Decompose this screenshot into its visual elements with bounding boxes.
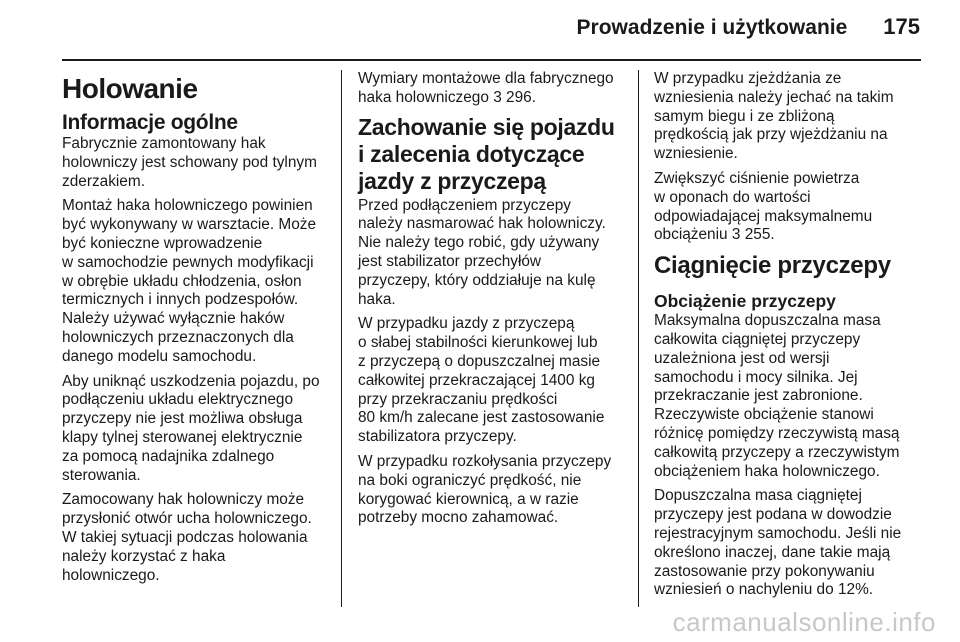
text-line: należy korzystać z haka (62, 547, 226, 565)
text-line: Zamocowany hak holowniczy może (62, 491, 305, 509)
paragraph (62, 491, 337, 585)
text-line: haka. (358, 290, 396, 308)
paragraph (62, 197, 337, 366)
paragraph (358, 70, 633, 108)
text-line: potrzeby mocno zahamować. (358, 509, 559, 527)
text-line: obciążeniem haka holowniczego. (654, 462, 880, 480)
paragraph (654, 487, 929, 600)
text-line: Należy używać wyłącznie haków (62, 310, 285, 328)
text-line: rejestracyjnym samochodu. Jeśli nie (654, 524, 902, 542)
column-1 (62, 70, 337, 591)
page-reference-link[interactable]: 3 296. (493, 88, 536, 106)
column-2 (358, 70, 633, 534)
text-line: przyczepy jest podana w dowodzie (654, 506, 892, 524)
section-heading-behaviour (358, 114, 633, 195)
text-line: określono inaczej, dane takie mają (654, 543, 891, 561)
text-line: holowniczego. (62, 566, 160, 584)
text-line: holowniczych przeznaczonych dla (62, 328, 294, 346)
text-line: Montaż haka holowniczego powinien (62, 197, 313, 215)
text-line: jest stabilizator przechyłów (358, 252, 542, 270)
text-line: w obrębie układu chłodzenia, osłon (62, 272, 302, 290)
text-line: z przyczepą o dopuszczalnej masie (358, 352, 601, 370)
paragraph (654, 70, 929, 164)
paragraph (358, 197, 633, 310)
paragraph (358, 453, 633, 528)
text-line: podłączeniu układu elektrycznego (62, 391, 294, 409)
text-line: haka holowniczego (358, 88, 494, 106)
subsection-heading-load: Obciążenie przyczepy (654, 291, 836, 312)
text-line: należy nasmarować hak holowniczy. (358, 215, 606, 233)
text-line: zastosowanie przy pokonywaniu (654, 562, 875, 580)
page-number: 175 (883, 14, 920, 39)
text-line: danego modelu samochodu. (62, 347, 257, 365)
text-line: W przypadku jazdy z przyczepą (358, 315, 575, 333)
text-line: wzniesienia należy jechać na takim (654, 88, 894, 106)
column-divider-1 (341, 70, 342, 607)
text-line: przysłonić otwór ucha holowniczego. (62, 510, 312, 528)
paragraph (62, 135, 337, 191)
text-line: Zwiększyć ciśnienie powietrza (654, 169, 860, 187)
text-line: w samochodzie pewnych modyfikacji (62, 253, 314, 271)
text-line: całkowitej przekraczającej 1400 kg (358, 371, 595, 389)
text-line: Przed podłączeniem przyczepy (358, 196, 572, 214)
text-line: W takiej sytuacji podczas holowania (62, 528, 308, 546)
text-line: na boki ograniczyć prędkość, nie (358, 471, 582, 489)
text-line: holowniczy jest schowany pod tylnym (62, 153, 317, 171)
text-line: przekraczanie jest zabronione. (654, 387, 863, 405)
text-line: klapy tylnej sterowanej elektrycznie (62, 428, 303, 446)
text-line: sterowania. (62, 466, 141, 484)
section-heading-general: Informacje ogólne (62, 111, 238, 134)
text-line: samochodu i mocy silnika. Jej (654, 368, 858, 386)
text-line: całkowita ciągniętej przyczepy (654, 330, 861, 348)
paragraph (358, 315, 633, 447)
text-line: prędkością jak przy wjeżdżaniu na (654, 126, 888, 144)
text-line: przyczepy, który oddziałuje na kulę (358, 271, 596, 289)
text-line: obciążeniu (654, 226, 732, 244)
text-line: odpowiadającej maksymalnemu (654, 207, 873, 225)
text-line: wzniesień o nachyleniu do 12%. (654, 581, 874, 599)
text-line: różnicę pomiędzy rzeczywistą masą (654, 424, 900, 442)
text-line: być konieczne wprowadzenie (62, 234, 263, 252)
text-line: korygować kierownicą, a w razie (358, 490, 579, 508)
watermark: carmanualsonline.info (672, 607, 936, 637)
text-line: Dopuszczalna masa ciągniętej (654, 487, 862, 505)
paragraph (654, 170, 929, 245)
paragraph (654, 312, 929, 481)
text-line: i zalecenia dotyczące (358, 140, 585, 167)
column-divider-2 (638, 70, 639, 607)
section-title: Prowadzenie i użytkowanie (576, 16, 848, 39)
text-line: Aby uniknąć uszkodzenia pojazdu, po (62, 372, 320, 390)
text-line: w oponach do wartości (654, 188, 811, 206)
text-line: za pomocą nadajnika zdalnego (62, 447, 275, 465)
header-rule (62, 59, 921, 61)
text-line: Wymiary montażowe dla fabrycznego (358, 70, 614, 87)
text-line: całkowitą przyczepy a rzeczywistym (654, 443, 900, 461)
text-line: przyczepy nie jest możliwa obsługa (62, 410, 303, 428)
text-line: być wykonywany w warsztacie. Może (62, 216, 317, 234)
page-reference-link[interactable]: 3 255. (731, 226, 775, 244)
text-line: wzniesienie. (654, 145, 738, 163)
text-line: W przypadku zjeżdżania ze (654, 70, 842, 87)
page-header (0, 14, 920, 50)
text-line: zderzakiem. (62, 172, 145, 190)
text-line: Maksymalna dopuszczalna masa (654, 312, 881, 330)
text-line: przy przekraczaniu prędkości (358, 390, 558, 408)
text-line: stabilizatora przyczepy. (358, 428, 517, 446)
text-line: Nie należy tego robić, gdy używany (358, 234, 600, 252)
text-line: Rzeczywiste obciążenie stanowi (654, 406, 874, 424)
text-line: o słabej stabilności kierunkowej lub (358, 334, 598, 352)
column-3 (654, 70, 929, 606)
section-heading-towing: Ciągnięcie przyczepy (654, 252, 891, 280)
text-line: Fabrycznie zamontowany hak (62, 135, 266, 152)
text-line: jazdy z przyczepą (358, 167, 546, 194)
text-line: uzależniona jest od wersji (654, 349, 830, 367)
chapter-heading: Holowanie (62, 73, 198, 104)
text-line: W przypadku rozkołysania przyczepy (358, 452, 612, 470)
text-line: termicznych i innych podzespołów. (62, 291, 299, 309)
text-line: samym biegu i ze zbliżoną (654, 107, 835, 125)
text-line: 80 km/h zalecane jest zastosowanie (358, 409, 605, 427)
paragraph (62, 373, 337, 486)
text-line: Zachowanie się pojazdu (358, 113, 615, 140)
